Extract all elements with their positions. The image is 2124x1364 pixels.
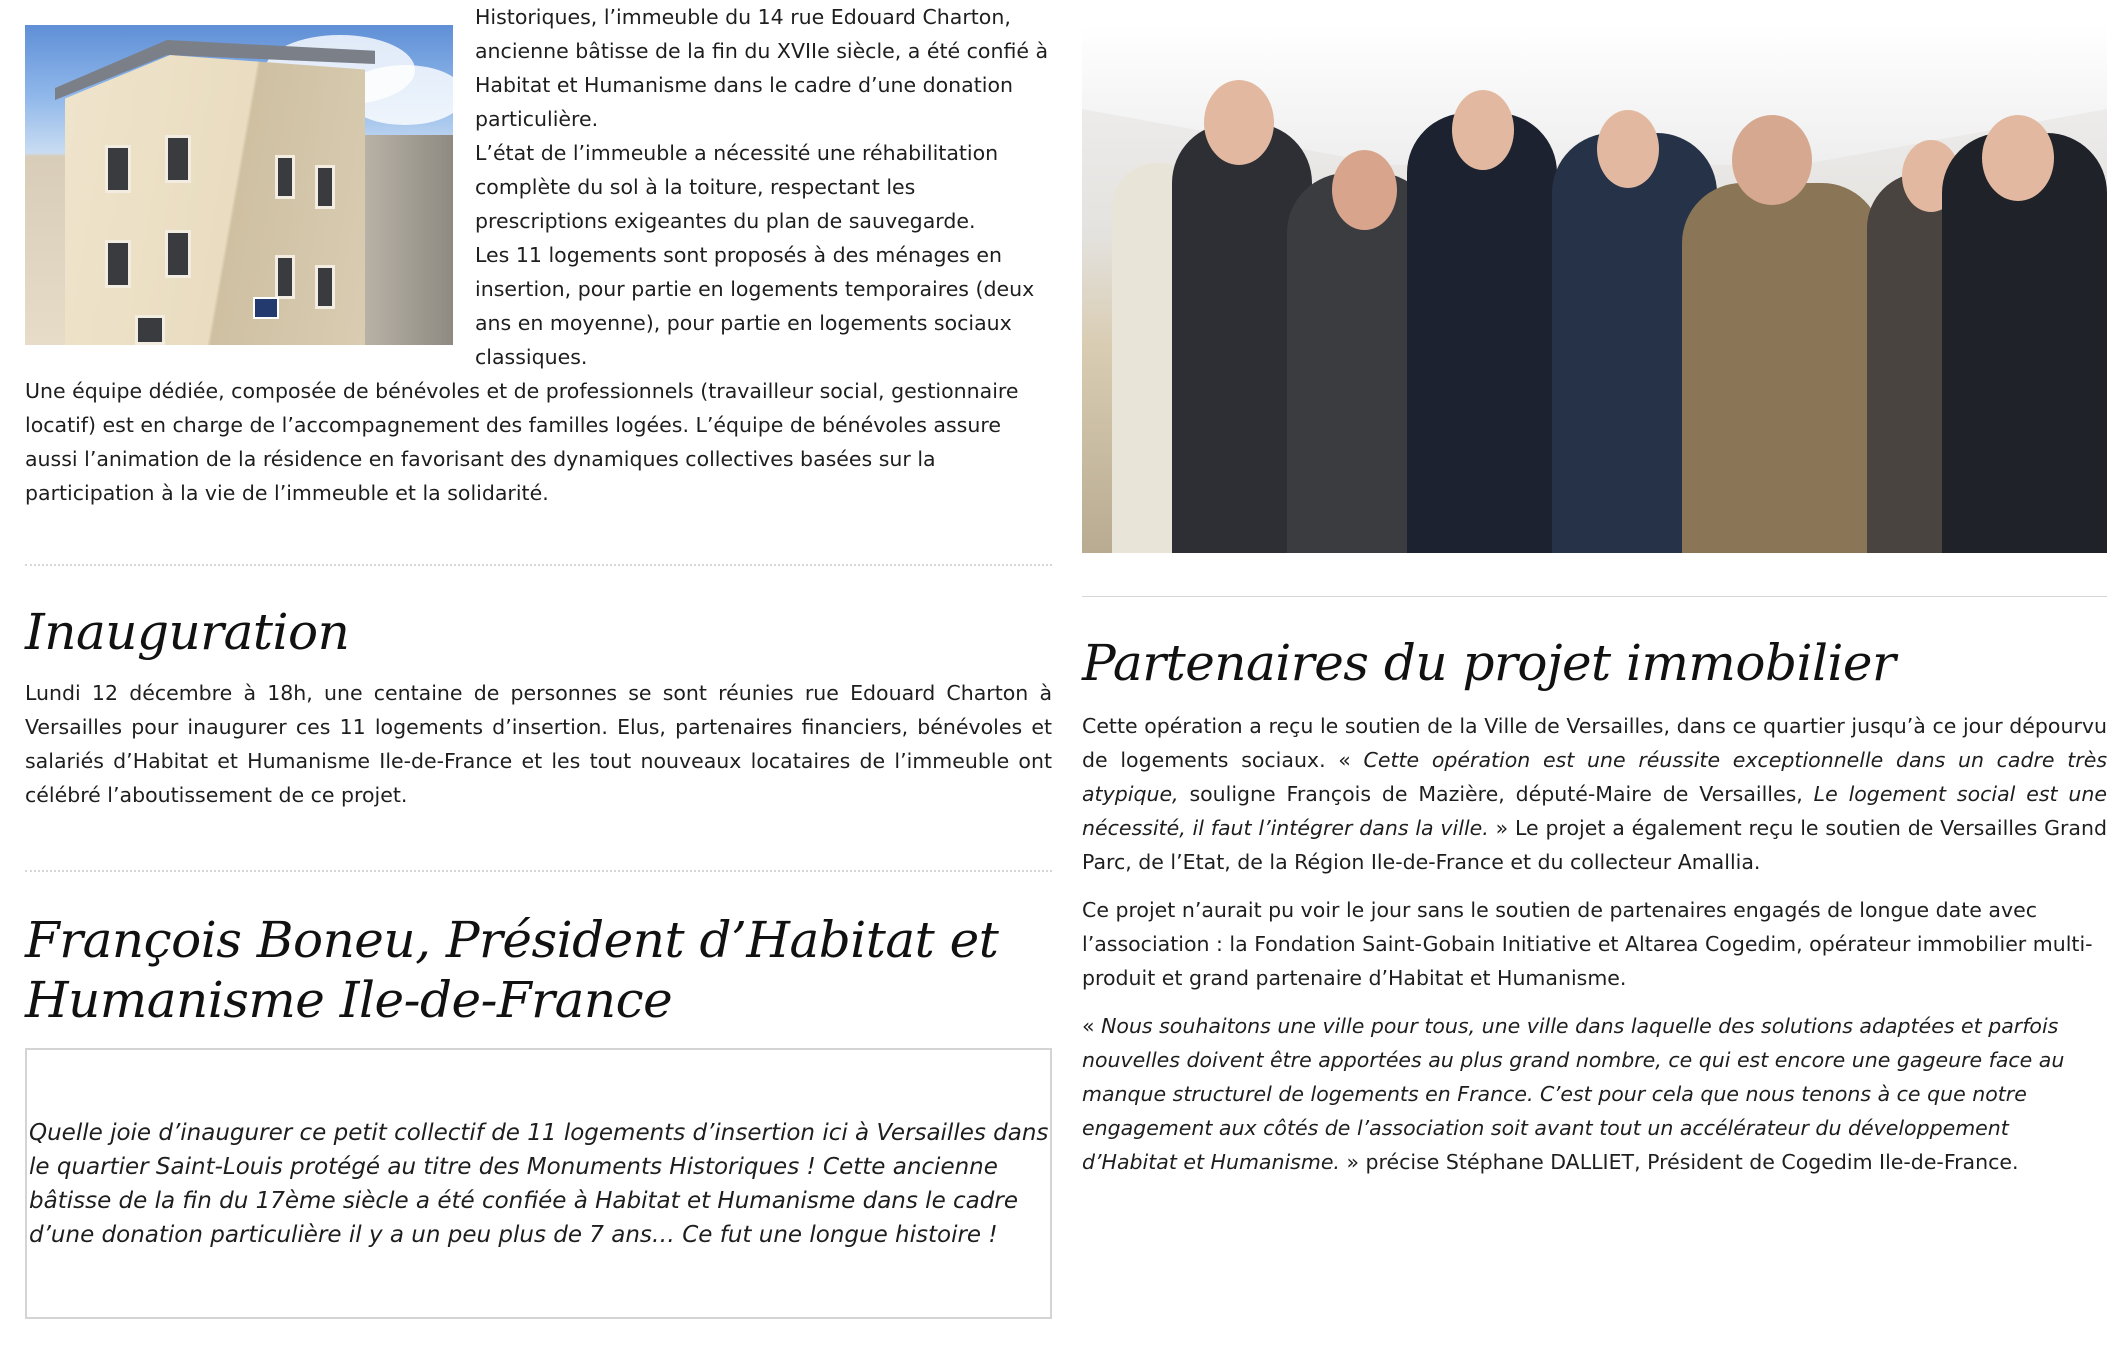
- partners-text-a: Cette opération a reçu le soutien de la Ville de Versailles, dans ce quartier jusqu’à ce jour dépourvu de logements sociaux. «: [1082, 714, 2107, 772]
- partners-text-b: souligne François de Mazière, député-Maire de Versailles,: [1178, 782, 1814, 806]
- inauguration-text: Lundi 12 décembre à 18h, une centaine de personnes se sont réunies rue Edouard Charton à Versailles pour inaugurer ces 11 logements d’insertion. Elus, partenaires financiers, bénévoles et salariés d’Habitat et Humanisme Ile-de-France et les tout nouveaux locataires de l’immeuble ont célébré l’aboutissement de ce projet.: [25, 681, 1052, 807]
- divider: [25, 564, 1052, 566]
- left-column: [25, 0, 1052, 1319]
- quote-open: «: [1082, 1014, 1102, 1038]
- mayor-quote-1: Cette opération est une réussite exceptionnelle dans un cadre très atypique,: [1082, 748, 2107, 806]
- intro-paragraph-4: Une équipe dédiée, composée de bénévoles et de professionnels (travailleur social, gestionnaire locatif) est en charge de l’accompagnement des familles logées. L’équipe de bénévoles assure aussi l’animation de la résidence en favorisant des dynamiques collectives basées sur la participation à la vie de l’immeuble et la solidarité.: [25, 379, 1019, 505]
- mayor-quote-2: Le logement social est une nécessité, il faut l’intégrer dans la ville.: [1082, 782, 2108, 840]
- partners-paragraph-2: Ce projet n’aurait pu voir le jour sans le soutien de partenaires engagés de longue date avec l’association : la Fondation Saint-Gobain Initiative et Altarea Cogedim, opérateur immobilier multi-produit et grand partenaire d’Habitat et Humanisme.: [1082, 898, 2093, 990]
- boneu-heading: François Boneu, Président d’Habitat et Humanisme Ile-de-France: [25, 911, 999, 1029]
- divider: [25, 870, 1052, 872]
- boneu-quote: Quelle joie d’inaugurer ce petit collectif de 11 logements d’insertion ici à Versailles dans le quartier Saint-Louis protégé au titre des Monuments Historiques ! Cette ancienne bâtisse de la fin du 17ème siècle a été confiée à Habitat et Humanisme dans le cadre d’une donation particulière il y a un peu plus de 7 ans… Ce fut une longue histoire !: [29, 1119, 1049, 1248]
- divider: [1082, 596, 2107, 597]
- partners-paragraph-3: [1082, 1009, 2107, 1179]
- inauguration-heading: Inauguration: [25, 603, 350, 661]
- partners-heading: Partenaires du projet immobilier: [1082, 634, 1896, 692]
- right-column: [1082, 0, 2107, 1179]
- inauguration-photo: [1082, 25, 2107, 553]
- intro-paragraph-1: Historiques, l’immeuble du 14 rue Edouard Charton, ancienne bâtisse de la fin du XVIIe siècle, a été confié à Habitat et Humanisme dans le cadre d’une donation particulière.: [475, 5, 1049, 131]
- intro-paragraph-3: Les 11 logements sont proposés à des ménages en insertion, pour partie en logements temporaires (deux ans en moyenne), pour partie en logements sociaux classiques.: [475, 243, 1035, 369]
- quote-box: [25, 1048, 1052, 1319]
- quote-attribution: » précise Stéphane DALLIET, Président de Cogedim Ile-de-France.: [1339, 1150, 2019, 1174]
- partners-text-c: » Le projet a également reçu le soutien de Versailles Grand Parc, de l’Etat, de la Région Ile-de-France et du collecteur Amallia.: [1082, 816, 2107, 874]
- dalliet-quote: Nous souhaitons une ville pour tous, une ville dans laquelle des solutions adaptées et parfois nouvelles doivent être apportées au plus grand nombre, ce qui est encore une gageure face au manque structurel de logements en France. C’est pour cela que nous tenons à ce que notre engagement aux côtés de l’association soit avant tout un accélérateur du développement d’Habitat et Humanisme.: [1082, 1014, 2065, 1174]
- intro-paragraph-2: L’état de l’immeuble a nécessité une réhabilitation complète du sol à la toiture, respectant les prescriptions exigeantes du plan de sauvegarde.: [475, 141, 999, 233]
- building-photo: [25, 25, 453, 345]
- partners-paragraph-1: [1082, 709, 2107, 879]
